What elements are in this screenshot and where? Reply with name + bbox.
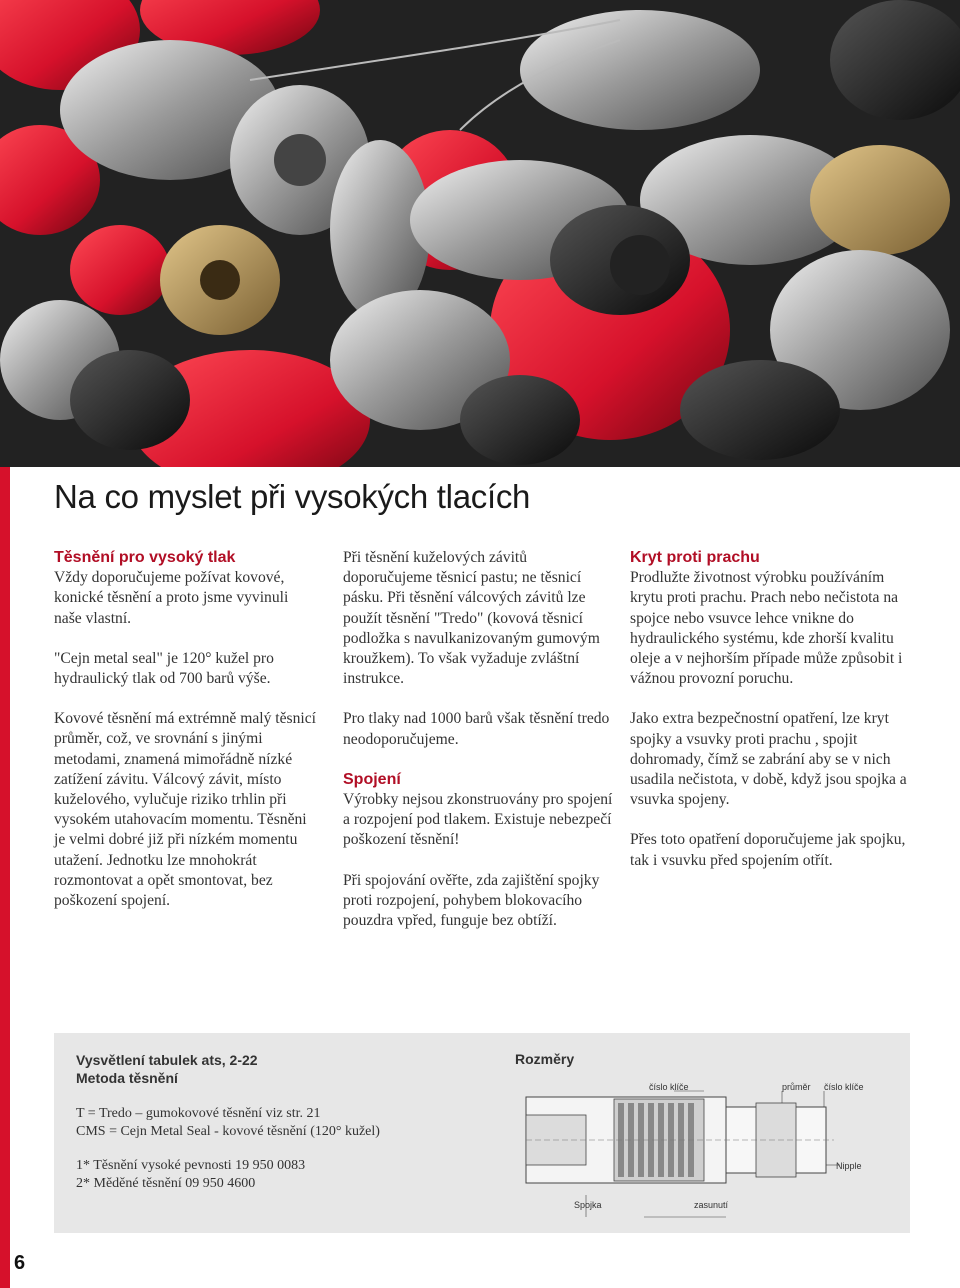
legend-title (76, 1051, 258, 1087)
side-accent-strip (0, 467, 10, 1288)
page-heading: Na co myslet při vysokých tlacích (54, 478, 531, 515)
paragraph: Kovové těsnění má extrémně malý těsnicí průměr, což, ve srovnání s jinými metodami, znamená mimořádně nízké zatížení závitu. Válcový závit, místo kuželového, vylučuje riziko trhlin při vysokém utahovacím momentu. Těsněni je velmi dobré již při nízkém momentu utažení. Jednotku lze mnohokrát rozmontovat a opět smontovat, bez poškození spojení. (54, 710, 316, 910)
paragraph: Jako extra bezpečnostní opatření, lze kryt spojky a vsuvky proti prachu , spojit dohromady, čímž se zabrání aby se v nich usadila nečistota, v době, když jsou spojka a vsuvka spojeny. (630, 710, 907, 809)
paragraph: Při spojování ověřte, zda zajištění spojky proti rozpojení, pohybem blokovacího pouzdra vpřed, funguje bez obtíží. (343, 871, 600, 930)
paragraph: Výrobky nejsou zkonstruovány pro spojení a rozpojení pod tlakem. Existuje nebezpečí poškození těsnění! (343, 791, 613, 849)
section-title-high-pressure-seal: Těsnění pro vysoký tlak (54, 549, 236, 566)
paragraph: Prodlužte životnost výrobku používáním krytu proti prachu. Prach nebo nečistota na spojce nebo vsuvce lehce vnikne do hydraulického systému, kde zhorší kvalitu oleje a v nejhorším případe může způsobit i vážnou provozní poruchu. (630, 569, 903, 688)
legend-box (54, 1033, 910, 1233)
label-key-number-2: číslo klíče (824, 1082, 864, 1092)
paragraph: Při těsnění kuželových závitů doporučujeme těsnicí pastu; ne těsnicí pásku. Při těsnění válcových závitů lze použít těsnění "Tredo" (kovová těsnicí podložka s navulkanizovaným gumovým kroužkem). To však vyžaduje zvláštní instrukce. (343, 549, 600, 688)
label-diameter: průměr (782, 1082, 811, 1092)
coupling-dimension-diagram (494, 1077, 894, 1227)
paragraph: Vždy doporučujeme požívat kovové, konické těsnění a proto jsme vyvinuli naše vlastní. (54, 569, 289, 627)
label-inserted-length: zasunutí (694, 1200, 729, 1210)
label-key-number-1: číslo klíče (649, 1082, 689, 1092)
legend-line: 1* Těsnění vysoké pevnosti 19 950 0083 (76, 1158, 306, 1173)
legend-line: CMS = Cejn Metal Seal - kovové těsnění (120° kužel) (76, 1124, 380, 1139)
label-coupling: Spojka (574, 1200, 602, 1210)
legend-title-line: Vysvětlení tabulek ats, 2-22 (76, 1052, 258, 1068)
legend-title-line: Metoda těsnění (76, 1070, 178, 1086)
dimensions-title: Rozměry (515, 1051, 575, 1067)
section-title-connection: Spojení (343, 770, 401, 788)
column-dust-cover (630, 548, 920, 891)
column-threads-connection (343, 548, 618, 951)
section-title-dust-cover: Kryt proti prachu (630, 549, 760, 566)
couplings-illustration (0, 0, 960, 467)
legend-seal-parts (76, 1157, 305, 1193)
page-number: 6 (14, 1252, 26, 1274)
paragraph: Přes toto opatření doporučujeme jak spojku, tak i vsuvku před spojením otřít. (630, 831, 906, 869)
paragraph: Pro tlaky nad 1000 barů však těsnění tredo neodoporučujeme. (343, 710, 610, 748)
column-high-pressure-seal (54, 548, 319, 931)
label-nipple: Nipple (836, 1161, 862, 1171)
legend-line: 2* Měděné těsnění 09 950 4600 (76, 1176, 256, 1191)
legend-line: T = Tredo – gumokovové těsnění viz str. 21 (76, 1106, 321, 1121)
hero-photo-couplings (0, 0, 960, 467)
legend-seal-types (76, 1105, 380, 1141)
paragraph: "Cejn metal seal" je 120° kužel pro hydraulický tlak od 700 barů výše. (54, 649, 274, 688)
